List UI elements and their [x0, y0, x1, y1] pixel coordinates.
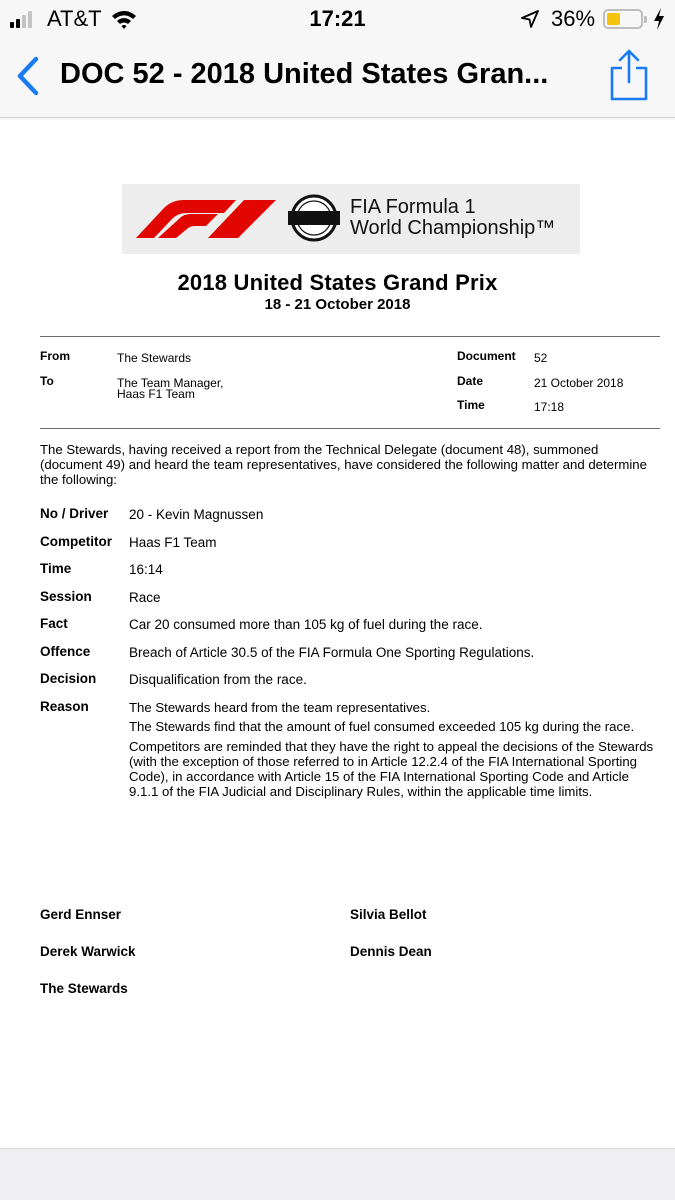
- time-row-value: 16:14: [129, 562, 163, 577]
- battery-percentage: 36%: [551, 6, 596, 31]
- fact-value: Car 20 consumed more than 105 kg of fuel during the race.: [129, 617, 483, 632]
- document-label: Document: [457, 349, 516, 363]
- offence-label: Offence: [40, 644, 91, 659]
- chevron-left-icon[interactable]: [12, 54, 44, 98]
- steward-signature-4: Dennis Dean: [350, 944, 432, 959]
- session-value: Race: [129, 590, 161, 605]
- share-icon[interactable]: [608, 48, 650, 102]
- carrier-name: AT&T: [47, 6, 102, 31]
- offence-value: Breach of Article 30.5 of the FIA Formula One Sporting Regulations.: [129, 645, 535, 660]
- event-dates: 18 - 21 October 2018: [264, 296, 411, 313]
- to-value-line2: Haas F1 Team: [117, 387, 195, 401]
- intro-paragraph: The Stewards, having received a report from the Technical Delegate (document 48), summoned (document 49) and heard the team representatives, have considered the following matter and determine the following:: [40, 442, 647, 487]
- decision-value: Disqualification from the race.: [129, 672, 307, 687]
- to-value-line1: The Team Manager,: [117, 376, 224, 390]
- charging-bolt-icon: [652, 7, 666, 31]
- fia-f1-header-logo: [122, 184, 580, 254]
- reason-paragraph-3: Competitors are reminded that they have the right to appeal the decisions of the Stewards (with the exception of those referred to in Article 12.2.4 of the FIA International Sporting Code), in accordance with Article 15 of the FIA International Sporting Code and Article 9.1.1 of the FIA Judicial and Disciplinary Rules, within the applicable time limits.: [129, 739, 654, 799]
- document-title: DOC 52 - 2018 United States Gran...: [60, 58, 549, 90]
- steward-signature-3: Derek Warwick: [40, 944, 136, 959]
- session-label: Session: [40, 589, 92, 604]
- driver-label: No / Driver: [40, 506, 109, 521]
- f1-logo-icon: [136, 198, 276, 238]
- divider: [40, 428, 660, 429]
- to-label: To: [40, 374, 54, 388]
- status-clock: 17:21: [309, 6, 366, 31]
- stewards-footer: The Stewards: [40, 981, 128, 996]
- from-value: The Stewards: [117, 351, 192, 365]
- steward-signature-2: Silvia Bellot: [350, 907, 427, 922]
- time-label: Time: [457, 398, 485, 412]
- from-label: From: [40, 349, 70, 363]
- document-page: [0, 120, 675, 1148]
- date-value: 21 October 2018: [534, 376, 624, 390]
- location-arrow-icon: [521, 10, 539, 28]
- event-title: 2018 United States Grand Prix: [177, 270, 498, 295]
- page-bottom-area: [0, 1148, 675, 1200]
- driver-value: 20 - Kevin Magnussen: [129, 507, 264, 522]
- battery-icon: [603, 9, 643, 29]
- reason-paragraph-1: The Stewards heard from the team representatives.: [129, 700, 431, 715]
- steward-signature-1: Gerd Ennser: [40, 907, 122, 922]
- competitor-value: Haas F1 Team: [129, 535, 217, 550]
- date-label: Date: [457, 374, 484, 388]
- time-value: 17:18: [534, 400, 565, 414]
- competitor-label: Competitor: [40, 534, 112, 549]
- divider: [40, 336, 660, 337]
- decision-label: Decision: [40, 671, 97, 686]
- reason-label: Reason: [40, 699, 89, 714]
- navigation-bar: [0, 38, 675, 118]
- reason-paragraph-2: The Stewards find that the amount of fuel consumed exceeded 105 kg during the race.: [129, 719, 635, 734]
- document-number: 52: [534, 351, 548, 365]
- fact-label: Fact: [40, 616, 68, 631]
- fia-badge-icon: [284, 194, 344, 242]
- status-bar: [0, 0, 675, 38]
- championship-title: FIA Formula 1 World Championship™: [350, 196, 556, 239]
- time-row-label: Time: [40, 561, 72, 576]
